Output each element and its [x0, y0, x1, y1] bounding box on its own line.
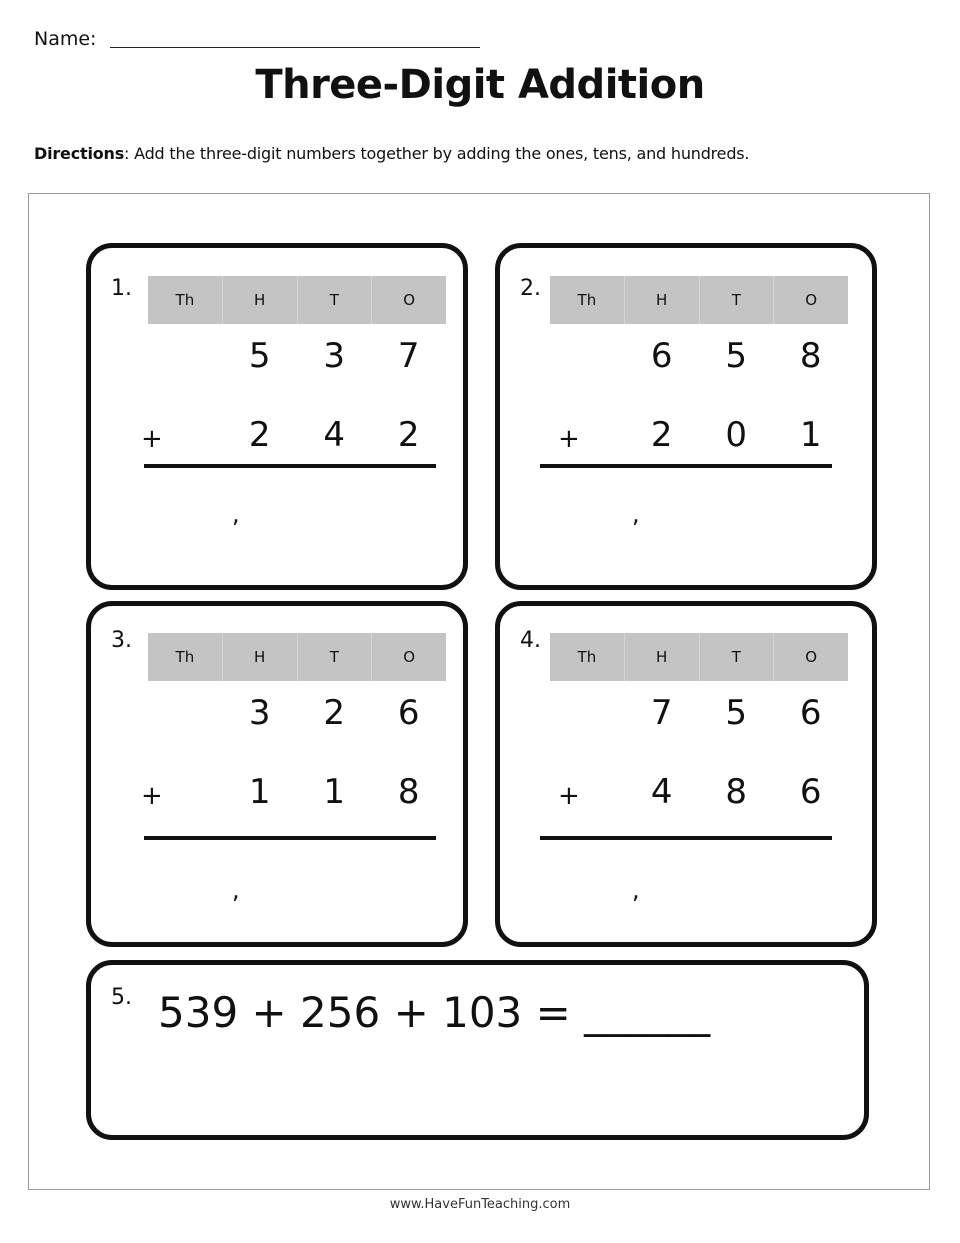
header-tens: T	[700, 276, 775, 324]
bottom-addend	[550, 772, 848, 812]
problem-box-5	[86, 960, 869, 1140]
digit: 1	[323, 772, 346, 812]
digit	[550, 693, 625, 733]
problem-number: 1.	[111, 276, 132, 301]
problem-number: 4.	[520, 628, 541, 653]
directions-text: : Add the three-digit numbers together by adding the ones, tens, and hundreds.	[124, 144, 750, 163]
digit: 8	[725, 772, 748, 812]
digit	[148, 772, 223, 812]
footer-website: www.HaveFunTeaching.com	[389, 1197, 571, 1212]
digit	[550, 336, 625, 376]
place-value-header	[550, 276, 848, 324]
plus-sign: +	[558, 781, 580, 811]
header-ones: O	[805, 648, 818, 666]
digit	[550, 772, 625, 812]
digit: 8	[397, 772, 420, 812]
header-hundreds: H	[625, 276, 700, 324]
place-value-header	[148, 633, 446, 681]
sum-line	[540, 464, 832, 468]
digit: 1	[799, 415, 822, 455]
header-hundreds: H	[223, 276, 298, 324]
header-ones: O	[403, 648, 416, 666]
header-ones: O	[805, 291, 818, 309]
digit: 1	[248, 772, 271, 812]
digit	[148, 336, 223, 376]
digit: 5	[725, 693, 748, 733]
digit: 2	[650, 415, 673, 455]
thousands-comma: ,	[232, 876, 240, 904]
digit: 4	[650, 772, 673, 812]
header-thousands: Th	[148, 633, 223, 681]
digit: 6	[799, 772, 822, 812]
sum-line	[144, 836, 436, 840]
place-value-header	[550, 633, 848, 681]
top-addend	[148, 693, 446, 733]
header-tens: T	[298, 276, 373, 324]
header-thousands: Th	[148, 276, 223, 324]
digit: 2	[248, 415, 271, 455]
top-addend	[550, 336, 848, 376]
header-hundreds: H	[625, 633, 700, 681]
directions	[34, 144, 749, 163]
plus-sign: +	[141, 781, 163, 811]
bottom-addend	[148, 772, 446, 812]
thousands-comma: ,	[232, 500, 240, 528]
digit: 2	[397, 415, 420, 455]
place-value-header	[148, 276, 446, 324]
top-addend	[148, 336, 446, 376]
name-label: Name:	[34, 28, 97, 50]
page-title: Three-Digit Addition	[255, 62, 705, 108]
digit	[550, 415, 625, 455]
digit: 7	[397, 336, 420, 376]
digit	[148, 693, 223, 733]
worksheet-frame	[28, 193, 930, 1190]
digit: 6	[650, 336, 673, 376]
header-tens: T	[298, 633, 373, 681]
problem-box-1	[86, 243, 468, 590]
header-thousands: Th	[550, 276, 625, 324]
plus-sign: +	[141, 424, 163, 454]
digit: 4	[323, 415, 346, 455]
digit: 3	[323, 336, 346, 376]
top-addend	[550, 693, 848, 733]
sum-line	[144, 464, 436, 468]
digit: 0	[725, 415, 748, 455]
digit: 6	[799, 693, 822, 733]
problem-number: 2.	[520, 276, 541, 301]
bottom-addend	[148, 415, 446, 455]
problem-box-2	[495, 243, 877, 590]
thousands-comma: ,	[632, 876, 640, 904]
name-line[interactable]	[110, 47, 480, 48]
digit: 6	[397, 693, 420, 733]
digit: 5	[248, 336, 271, 376]
header-ones: O	[403, 291, 416, 309]
problem-number: 5.	[111, 985, 132, 1010]
digit: 5	[725, 336, 748, 376]
digit: 3	[248, 693, 271, 733]
header-hundreds: H	[223, 633, 298, 681]
problem-box-4	[495, 601, 877, 947]
thousands-comma: ,	[632, 500, 640, 528]
header-tens: T	[700, 633, 775, 681]
digit: 8	[799, 336, 822, 376]
digit: 7	[650, 693, 673, 733]
directions-label: Directions	[34, 144, 125, 163]
problem-box-3	[86, 601, 468, 947]
problem-number: 3.	[111, 628, 132, 653]
bottom-addend	[550, 415, 848, 455]
sum-line	[540, 836, 832, 840]
header-thousands: Th	[550, 633, 625, 681]
addition-equation: 539 + 256 + 103 = ______	[158, 988, 711, 1037]
digit	[148, 415, 223, 455]
plus-sign: +	[558, 424, 580, 454]
digit: 2	[323, 693, 346, 733]
